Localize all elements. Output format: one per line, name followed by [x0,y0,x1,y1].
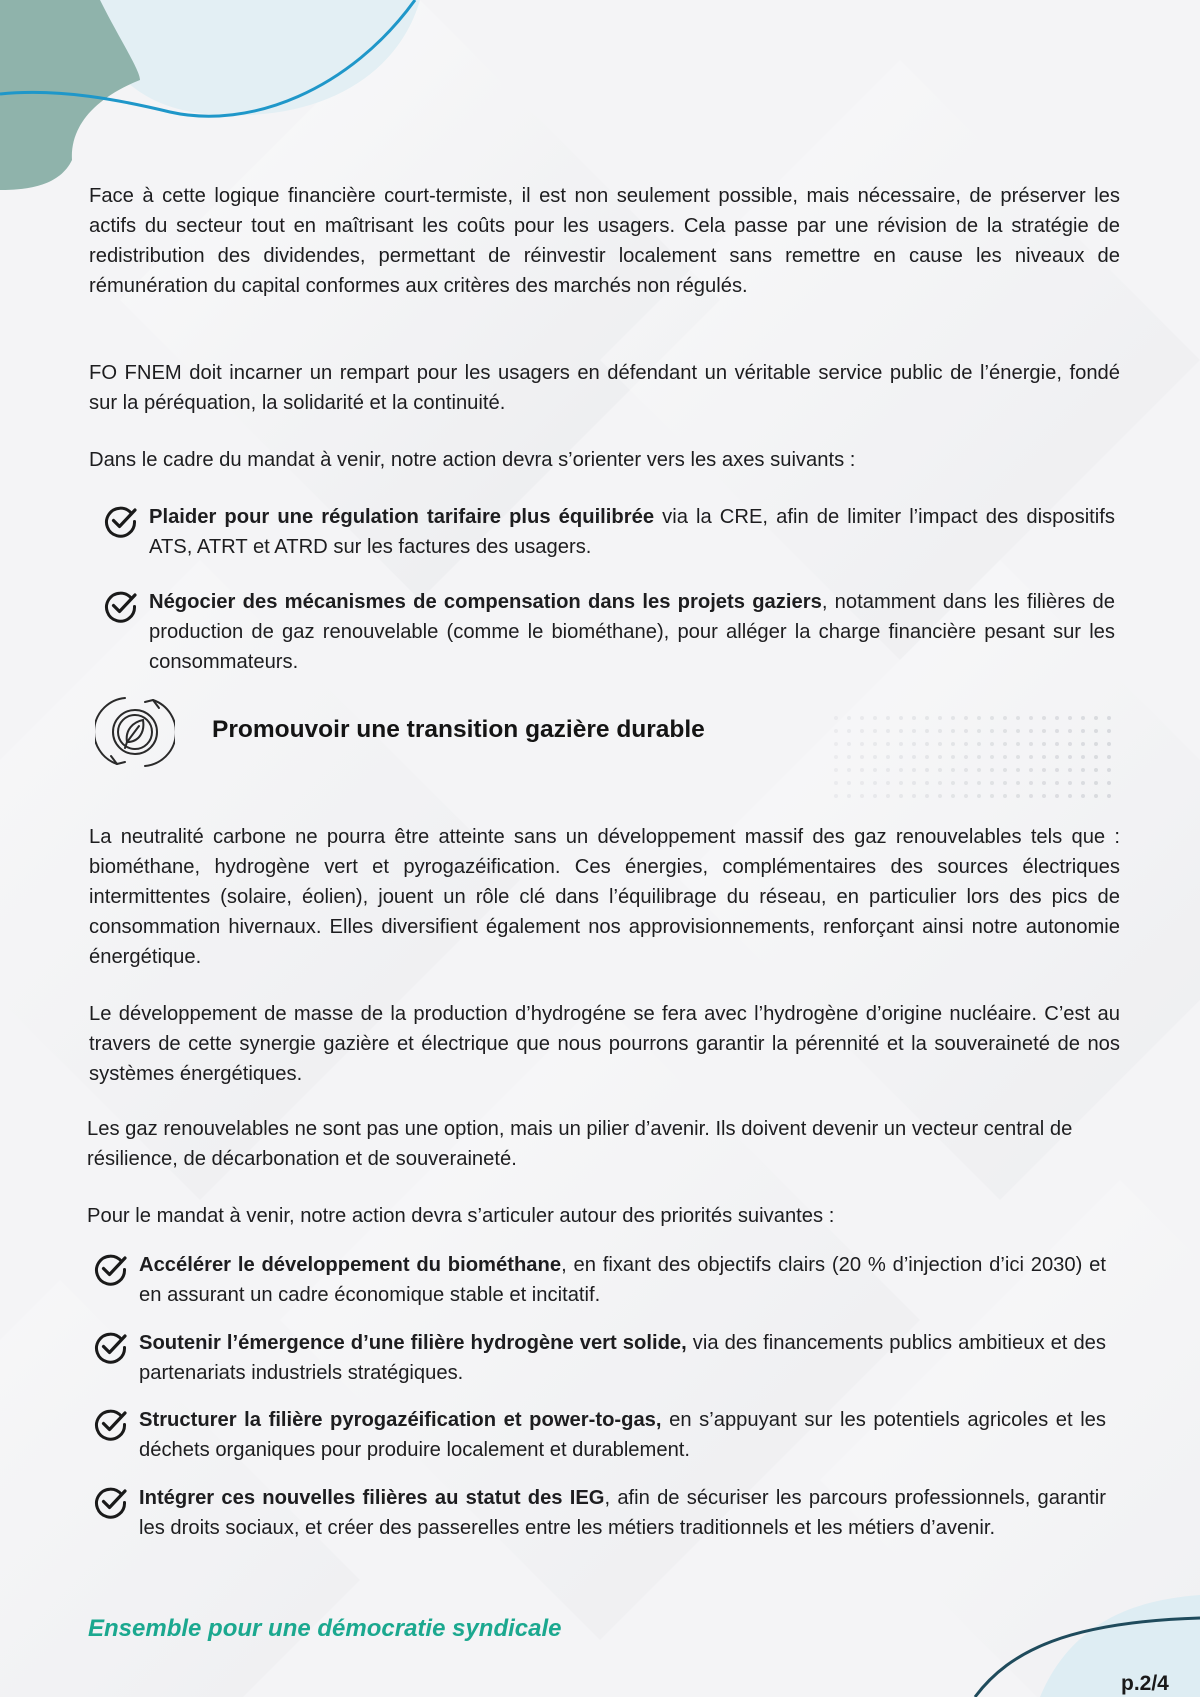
check-circle-icon [94,1252,128,1286]
dot [1068,768,1072,772]
check-circle-icon [104,589,138,623]
dot [977,729,981,733]
dot [951,729,955,733]
dot [1094,716,1098,720]
page-number: p.2/4 [1121,1672,1169,1695]
dot [860,794,864,798]
dot [977,768,981,772]
dot [899,755,903,759]
list-item-text [139,1405,1106,1465]
dot [847,729,851,733]
dot [1081,729,1085,733]
dot [1029,755,1033,759]
dot [912,768,916,772]
dot [886,794,890,798]
dot [938,781,942,785]
dot [1055,781,1059,785]
dot [847,716,851,720]
dot [1029,794,1033,798]
dot [1016,768,1020,772]
dot [886,716,890,720]
dot [1068,755,1072,759]
check-circle-icon [104,504,138,538]
dot [873,755,877,759]
dot [1016,781,1020,785]
dot [899,716,903,720]
dot [951,768,955,772]
dot [1107,729,1111,733]
dot [1042,781,1046,785]
dot [1016,742,1020,746]
dot [925,794,929,798]
dot [1081,768,1085,772]
dot [1107,716,1111,720]
list-item-rest: , en fixant des objectifs clairs (20 % d’injection d’ici 2030) et en assurant un cadre économique stable et incitatif. [139,1254,1106,1306]
dot [1055,716,1059,720]
list-item [94,1250,1106,1312]
dot [1029,716,1033,720]
dot [951,755,955,759]
dot [1003,768,1007,772]
list-item [94,1405,1106,1467]
dot [990,768,994,772]
list-item-rest: via des financements publics ambitieux et des partenariats industriels stratégiques. [139,1332,1106,1384]
dot [912,742,916,746]
dot [964,716,968,720]
dot [990,729,994,733]
dot [990,794,994,798]
leaf-cycle-icon [95,692,175,772]
dot [1016,716,1020,720]
dot [860,755,864,759]
dot-pattern [830,712,1120,808]
dot [886,742,890,746]
list-item-bold: Soutenir l’émergence d’une filière hydrogène vert solide, [139,1332,687,1354]
paragraph-7: Pour le mandat à venir, notre action devra s’articuler autour des priorités suivantes : [87,1205,835,1227]
dot [938,742,942,746]
dot [834,755,838,759]
dot [834,781,838,785]
dot [886,729,890,733]
dot [925,742,929,746]
list-item-rest: via la CRE, afin de limiter l’impact des dispositifs ATS, ATRT et ATRD sur les factures des usagers. [149,506,1115,558]
dot [964,768,968,772]
dot [847,794,851,798]
dot [834,742,838,746]
dot [1003,794,1007,798]
list-item-text [139,1328,1106,1388]
list-item-text [139,1250,1106,1310]
dot [834,729,838,733]
list-item [104,502,1115,564]
dot [1107,768,1111,772]
dot [873,768,877,772]
dot [1003,716,1007,720]
dot [847,742,851,746]
dot [990,716,994,720]
dot [1016,729,1020,733]
dot [886,768,890,772]
dot [899,781,903,785]
dot [1042,768,1046,772]
dot [860,716,864,720]
dot [1003,729,1007,733]
dot [990,781,994,785]
dot [912,781,916,785]
dot [1003,781,1007,785]
dot [977,781,981,785]
dot [1003,755,1007,759]
dot [873,716,877,720]
dot [860,742,864,746]
dot [873,729,877,733]
dot [834,768,838,772]
paragraph-5: Le développement de masse de la production d’hydrogéne se fera avec l’hydrogène d’origine nucléaire. C’est au travers de cette synergie gazière et électrique que nous pourrons garantir la pérennité et la souveraineté de nos systèmes énergétiques. [89,1003,1120,1085]
list-item-bold: Plaider pour une régulation tarifaire plus équilibrée [149,506,655,528]
dot [964,794,968,798]
dot [951,742,955,746]
check-circle-icon [94,1485,128,1519]
list-item-rest: en s’appuyant sur les potentiels agricoles et les déchets organiques pour produire localement et durablement. [139,1409,1106,1461]
dot [1003,742,1007,746]
dot [1029,742,1033,746]
dot [1094,755,1098,759]
list-item [94,1483,1106,1575]
dot [990,742,994,746]
dot [912,755,916,759]
dot [899,768,903,772]
dot [1055,794,1059,798]
dot [1068,716,1072,720]
dot [938,768,942,772]
dot [899,794,903,798]
dot [1094,729,1098,733]
dot [886,755,890,759]
dot [990,755,994,759]
dot [1055,768,1059,772]
dot [873,794,877,798]
dot [1068,781,1072,785]
dot [1016,755,1020,759]
check-circle-icon [94,1330,128,1364]
paragraph-4: La neutralité carbone ne pourra être atteinte sans un développement massif des gaz renouvelables tels que : biométhane, hydrogène vert et pyrogazéification. Ces énergies, complémentaires des sources électriques intermittentes (solaire, éolien), jouent un rôle clé dans l’équilibrage du réseau, en particulier lors des pics de consommation hivernaux. Elles diversifient également nos approvisionnements, renforçant ainsi notre autonomie énergétique. [89,826,1120,968]
dot [977,794,981,798]
dot [1055,729,1059,733]
dot [1107,794,1111,798]
dot [1094,742,1098,746]
list-item-bold: Structurer la filière pyrogazéification et power-to-gas, [139,1409,662,1431]
dot [1081,781,1085,785]
dot [860,729,864,733]
dot [912,794,916,798]
dot [834,716,838,720]
dot [847,768,851,772]
dot [977,716,981,720]
dot [847,755,851,759]
paragraph-3: Dans le cadre du mandat à venir, notre action devra s’orienter vers les axes suivants : [89,449,856,471]
dot [925,768,929,772]
dot [1081,755,1085,759]
dot [1055,742,1059,746]
dot [912,729,916,733]
dot [951,781,955,785]
list-item-text [149,502,1115,562]
paragraph-2: FO FNEM doit incarner un rempart pour les usagers en défendant un véritable service public de l’énergie, fondé sur la péréquation, la solidarité et la continuité. [89,362,1120,414]
dot [925,729,929,733]
section-title: Promouvoir une transition gazière durable [212,716,705,743]
dot [1068,729,1072,733]
list-item-text [149,587,1115,677]
dot [938,755,942,759]
dot [925,755,929,759]
list-item-rest: , notamment dans les filières de production de gaz renouvelable (comme le biométhane), pour alléger la charge financière pesant sur les consommateurs. [149,591,1116,673]
dot [873,781,877,785]
dot [977,742,981,746]
dot [951,716,955,720]
dot [1094,781,1098,785]
dot [964,755,968,759]
dot [938,794,942,798]
dot [951,794,955,798]
list-item [94,1328,1106,1390]
dot [1068,794,1072,798]
dot [1081,716,1085,720]
list-item-bold: Accélérer le développement du biométhane [139,1254,562,1276]
dot [1016,794,1020,798]
dot [1042,755,1046,759]
dot [899,742,903,746]
dot [938,716,942,720]
dot [1029,781,1033,785]
dot [1042,716,1046,720]
paragraph-1: Face à cette logique financière court-termiste, il est non seulement possible, mais nécessaire, de préserver les actifs du secteur tout en maîtrisant les coûts pour les usagers. Cela passe par une révision de la stratégie de redistribution des dividendes, permettant de réinvestir localement sans remettre en cause les niveaux de rémunération du capital conformes aux critères des marchés non régulés. [89,185,1120,297]
dot [1107,755,1111,759]
dot [1029,729,1033,733]
dot [1081,742,1085,746]
dot [899,729,903,733]
dot [1042,794,1046,798]
dot [834,794,838,798]
dot [964,729,968,733]
dot [1094,768,1098,772]
dot [1068,742,1072,746]
list-item-text [139,1483,1106,1543]
dot [964,781,968,785]
dot [964,742,968,746]
dot [1107,742,1111,746]
dot [847,781,851,785]
dot [860,781,864,785]
dot [925,781,929,785]
list-item-rest: , afin de sécuriser les parcours professionnels, garantir les droits sociaux, et créer des passerelles entre les métiers traditionnels et les métiers d’avenir. [139,1487,1106,1539]
dot [925,716,929,720]
list-item-bold: Intégrer ces nouvelles filières au statut des IEG [139,1487,605,1509]
dot [977,755,981,759]
dot [1055,755,1059,759]
check-circle-icon [94,1407,128,1441]
dot [1042,729,1046,733]
paragraph-6: Les gaz renouvelables ne sont pas une option, mais un pilier d’avenir. Ils doivent devenir un vecteur central de résilience, de décarbonation et de souveraineté. [87,1118,1073,1170]
dot [873,742,877,746]
dot [1029,768,1033,772]
dot [938,729,942,733]
dot [1081,794,1085,798]
dot [886,781,890,785]
dot [1094,794,1098,798]
footer-slogan: Ensemble pour une démocratie syndicale [88,1615,562,1642]
list-item [104,587,1115,679]
dot [1042,742,1046,746]
dot [912,716,916,720]
dot [1107,781,1111,785]
dot [860,768,864,772]
list-item-bold: Négocier des mécanismes de compensation dans les projets gaziers [149,591,822,613]
